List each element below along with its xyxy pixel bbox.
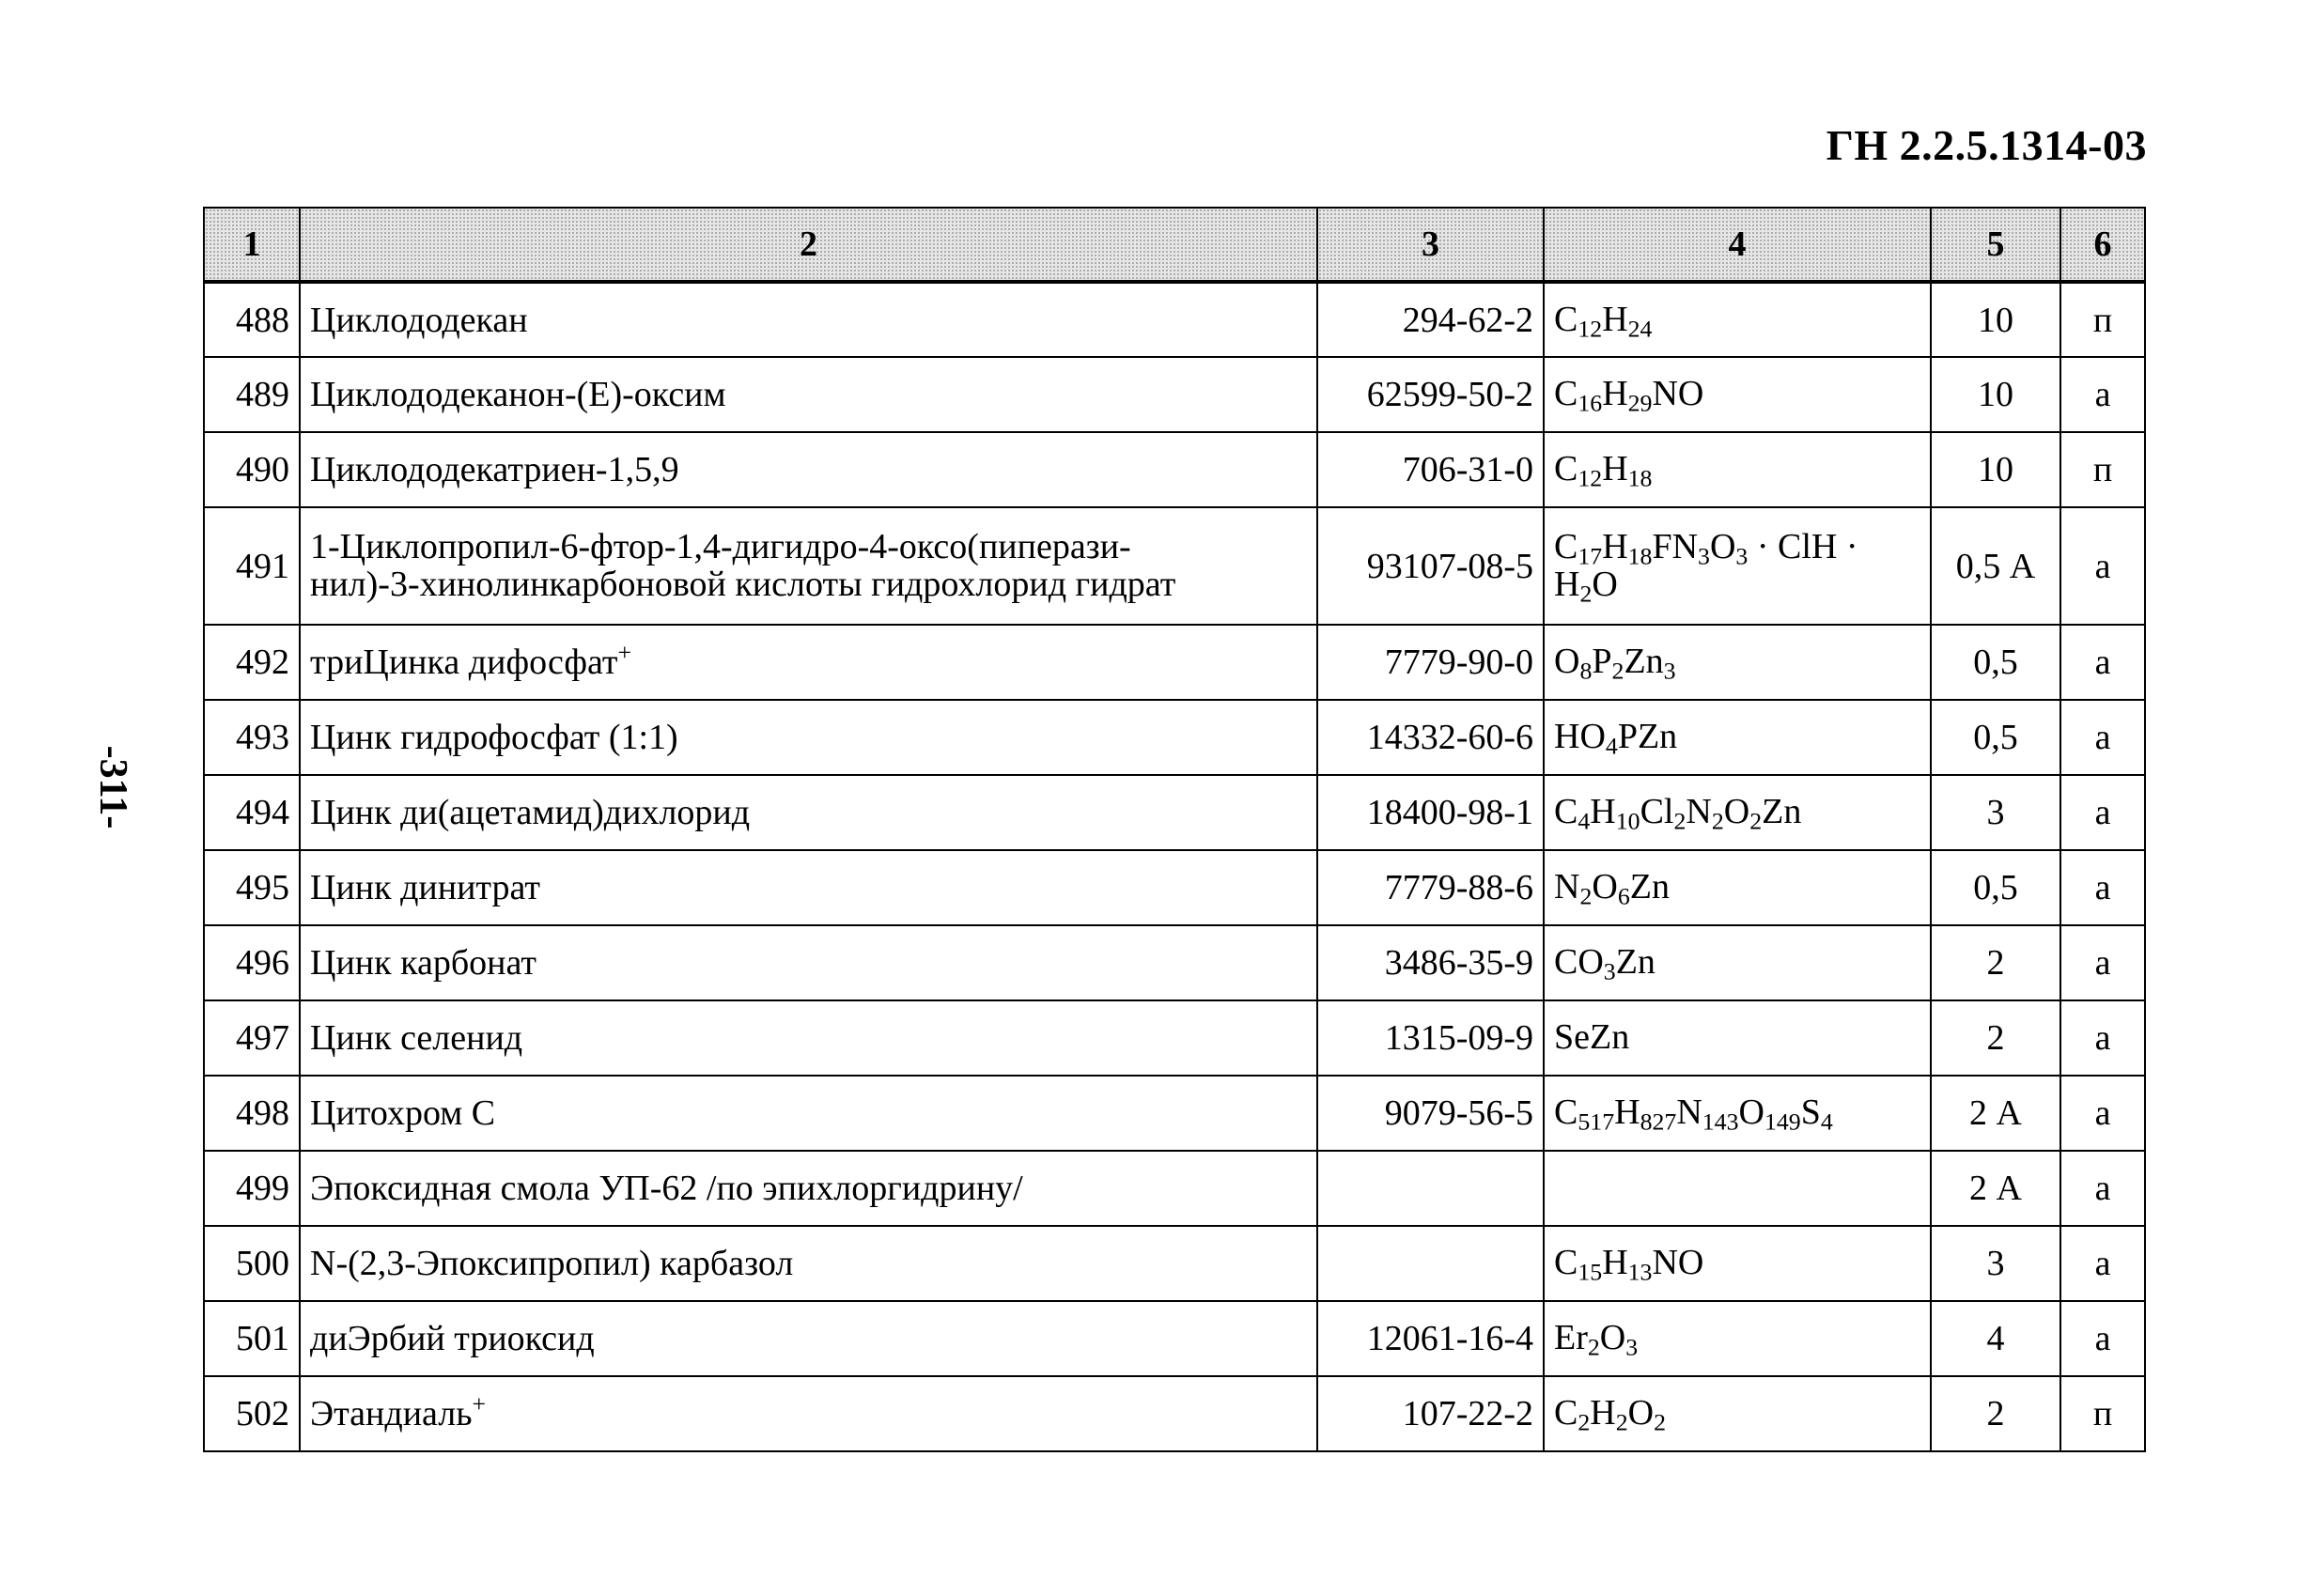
aggregate-state: а: [2060, 1076, 2145, 1151]
substance-name: Цинк динитрат: [300, 850, 1317, 925]
row-number: 490: [204, 432, 300, 507]
column-header-state: 6: [2060, 208, 2145, 282]
row-number: 494: [204, 775, 300, 850]
mac-value: 2: [1931, 1000, 2060, 1076]
aggregate-state: а: [2060, 925, 2145, 1000]
mac-value: 0,5: [1931, 625, 2060, 700]
chemical-formula: $CO_3Zn$: [1544, 925, 1931, 1000]
cas-number: 7779-88-6: [1317, 850, 1544, 925]
table-row: [204, 1376, 2145, 1451]
column-header-cas: 3: [1317, 208, 1544, 282]
mac-value: 0,5: [1931, 700, 2060, 775]
cas-number: 294-62-2: [1317, 282, 1544, 357]
row-number: 488: [204, 282, 300, 357]
chemical-formula: $C_{12}H_{18}$: [1544, 432, 1931, 507]
table-row: [204, 1076, 2145, 1151]
substance-name: диЭрбий триоксид: [300, 1301, 1317, 1376]
substance-name: Цинк карбонат: [300, 925, 1317, 1000]
chemical-formula: $C_{17}H_{18}FN_3O_3$ · ClH · $H_2O$: [1544, 507, 1931, 625]
chemical-formula: $C_4H_{10}Cl_2N_2O_2Zn$: [1544, 775, 1931, 850]
chemical-formula: $C_{12}H_{24}$: [1544, 282, 1931, 357]
mac-value: 10: [1931, 357, 2060, 432]
table-row: [204, 1151, 2145, 1226]
table-row: [204, 1301, 2145, 1376]
column-header-formula: 4: [1544, 208, 1931, 282]
column-header-mac: 5: [1931, 208, 2060, 282]
mac-value: 0,5: [1931, 850, 2060, 925]
cas-number: 93107-08-5: [1317, 507, 1544, 625]
cas-number: 1315-09-9: [1317, 1000, 1544, 1076]
row-number: 499: [204, 1151, 300, 1226]
chemical-formula: $C_{517}H_{827}N_{143}O_{149}S_4$: [1544, 1076, 1931, 1151]
aggregate-state: п: [2060, 432, 2145, 507]
row-number: 497: [204, 1000, 300, 1076]
mac-value: 10: [1931, 432, 2060, 507]
row-number: 496: [204, 925, 300, 1000]
substance-name: 1-Циклопропил-6-фтор-1,4-дигидро-4-оксо(пиперази- нил)-3-хинолинкарбоновой кислоты гидрохлорид гидрат: [300, 507, 1317, 625]
aggregate-state: п: [2060, 282, 2145, 357]
mac-value: 2 А: [1931, 1151, 2060, 1226]
substance-name: Цитохром С: [300, 1076, 1317, 1151]
table-row: [204, 1226, 2145, 1301]
cas-number: 12061-16-4: [1317, 1301, 1544, 1376]
mac-value: 0,5 А: [1931, 507, 2060, 625]
aggregate-state: а: [2060, 1226, 2145, 1301]
substance-name: Этандиаль+: [300, 1376, 1317, 1451]
cas-number: 7779-90-0: [1317, 625, 1544, 700]
document-code: ГН 2.2.5.1314-03: [1826, 121, 2147, 169]
row-number: 502: [204, 1376, 300, 1451]
cas-number: 18400-98-1: [1317, 775, 1544, 850]
chemical-formula: SeZn: [1544, 1000, 1931, 1076]
column-header-number: 1: [204, 208, 300, 282]
aggregate-state: п: [2060, 1376, 2145, 1451]
mac-value: 2: [1931, 1376, 2060, 1451]
mac-value: 3: [1931, 1226, 2060, 1301]
chemical-formula: $C_{15}H_{13}NO$: [1544, 1226, 1931, 1301]
chemical-formula: $N_2O_6Zn$: [1544, 850, 1931, 925]
substances-table: [203, 207, 2146, 1452]
row-number: 495: [204, 850, 300, 925]
mac-value: 2: [1931, 925, 2060, 1000]
chemical-formula: $C_2H_2O_2$: [1544, 1376, 1931, 1451]
aggregate-state: а: [2060, 700, 2145, 775]
chemical-formula: [1544, 1151, 1931, 1226]
substance-name: Цинк ди(ацетамид)дихлорид: [300, 775, 1317, 850]
aggregate-state: а: [2060, 625, 2145, 700]
table-header-row: [204, 208, 2145, 282]
substance-name: Цинк селенид: [300, 1000, 1317, 1076]
cas-number: 107-22-2: [1317, 1376, 1544, 1451]
mac-value: 2 А: [1931, 1076, 2060, 1151]
row-number: 493: [204, 700, 300, 775]
aggregate-state: а: [2060, 775, 2145, 850]
aggregate-state: а: [2060, 1151, 2145, 1226]
aggregate-state: а: [2060, 850, 2145, 925]
mac-value: 10: [1931, 282, 2060, 357]
substance-name: Циклододекан: [300, 282, 1317, 357]
substance-name: Циклододеканон-(E)-оксим: [300, 357, 1317, 432]
substance-name: Эпоксидная смола УП-62 /по эпихлоргидрину/: [300, 1151, 1317, 1226]
table-row: [204, 357, 2145, 432]
substance-name: Циклододекатриен-1,5,9: [300, 432, 1317, 507]
page-number: -311-: [91, 745, 134, 829]
aggregate-state: а: [2060, 1301, 2145, 1376]
row-number: 491: [204, 507, 300, 625]
cas-number: 706-31-0: [1317, 432, 1544, 507]
chemical-formula: $C_{16}H_{29}NO$: [1544, 357, 1931, 432]
mac-value: 3: [1931, 775, 2060, 850]
substance-name: триЦинка дифосфат+: [300, 625, 1317, 700]
substance-name: Цинк гидрофосфат (1:1): [300, 700, 1317, 775]
row-number: 500: [204, 1226, 300, 1301]
cas-number: 14332-60-6: [1317, 700, 1544, 775]
row-number: 492: [204, 625, 300, 700]
cas-number: 9079-56-5: [1317, 1076, 1544, 1151]
cas-number: [1317, 1151, 1544, 1226]
table-row: [204, 925, 2145, 1000]
cas-number: [1317, 1226, 1544, 1301]
table-row: [204, 775, 2145, 850]
row-number: 498: [204, 1076, 300, 1151]
table-row: [204, 850, 2145, 925]
table-row: [204, 1000, 2145, 1076]
table-row: [204, 507, 2145, 625]
chemical-formula: $O_8P_2Zn_3$: [1544, 625, 1931, 700]
table-row: [204, 282, 2145, 357]
column-header-name: 2: [300, 208, 1317, 282]
chemical-formula: $Er_2O_3$: [1544, 1301, 1931, 1376]
aggregate-state: а: [2060, 1000, 2145, 1076]
row-number: 489: [204, 357, 300, 432]
table-row: [204, 432, 2145, 507]
row-number: 501: [204, 1301, 300, 1376]
table-row: [204, 700, 2145, 775]
aggregate-state: а: [2060, 507, 2145, 625]
aggregate-state: а: [2060, 357, 2145, 432]
table-body: [204, 282, 2145, 1451]
cas-number: 3486-35-9: [1317, 925, 1544, 1000]
substance-name: N-(2,3-Эпоксипропил) карбазол: [300, 1226, 1317, 1301]
cas-number: 62599-50-2: [1317, 357, 1544, 432]
table-row: [204, 625, 2145, 700]
chemical-formula: $HO_4PZn$: [1544, 700, 1931, 775]
mac-value: 4: [1931, 1301, 2060, 1376]
